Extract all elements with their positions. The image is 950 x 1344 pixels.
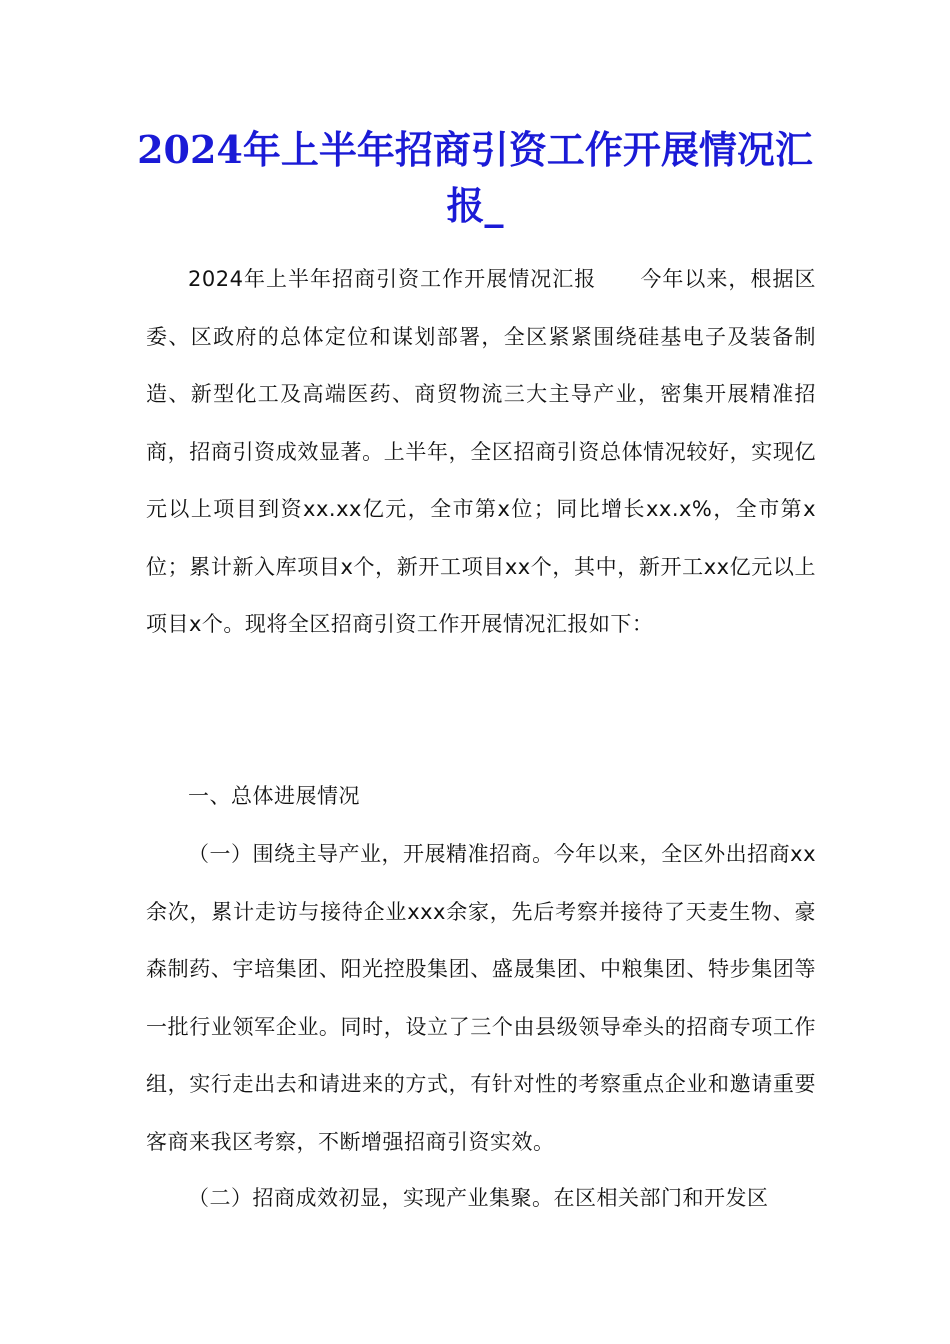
paragraph-2: （二）招商成效初显，实现产业集聚。在区相关部门和开发区 — [188, 1186, 769, 1210]
intro-paragraph: 2024年上半年招商引资工作开展情况汇报 今年以来，根据区委、区政府的总体定位和谋划部署，全区紧紧围绕硅基电子及装备制造、新型化工及高端医药、商贸物流三大主导产业，密集开展精准招商，招商引资成效显著。上半年，全区招商引资总体情况较好，实现亿元以上项目到资xx.xx亿元，全市第x位；同比增长xx.x%，全市第x位；累计新入库项目x个，新开工项目xx个，其中，新开工xx亿元以上项目x个。现将全区招商引资工作开展情况汇报如下： — [146, 267, 816, 636]
document-title: 2024年上半年招商引资工作开展情况汇报_ — [137, 127, 813, 228]
paragraph-1: （一）围绕主导产业，开展精准招商。今年以来，全区外出招商xx余次，累计走访与接待企业xxx余家，先后考察并接待了天麦生物、豪森制药、宇培集团、阳光控股集团、盛晟集团、中粮集团、特步集团等一批行业领军企业。同时，设立了三个由县级领导牵头的招商专项工作组，实行走出去和请进来的方式，有针对性的考察重点企业和邀请重要客商来我区考察，不断增强招商引资实效。 — [146, 842, 816, 1154]
section-heading: 一、总体进展情况 — [188, 784, 360, 808]
